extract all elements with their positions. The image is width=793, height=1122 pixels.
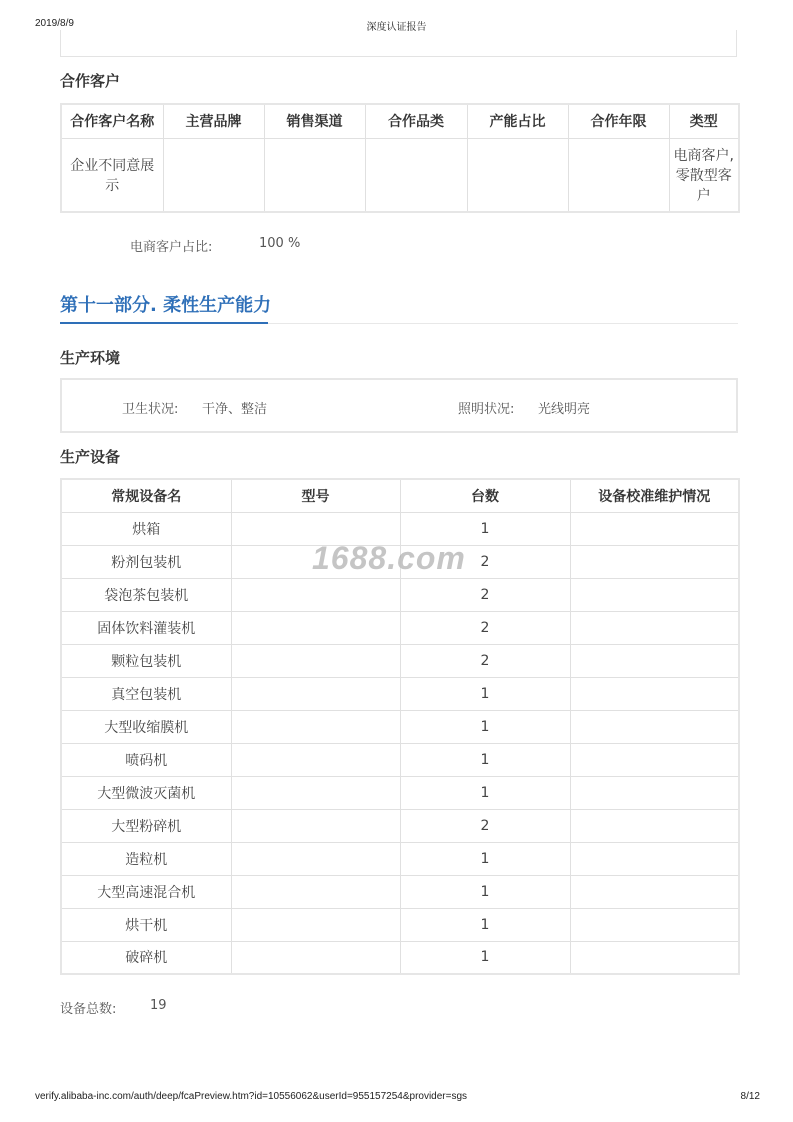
column-header: 型号 — [231, 479, 400, 512]
table-cell: 2 — [400, 545, 570, 578]
column-header: 主营品牌 — [163, 104, 264, 138]
table-cell — [570, 611, 739, 644]
table-cell: 大型微波灭菌机 — [61, 776, 231, 809]
table-row — [61, 842, 739, 875]
table-cell — [570, 512, 739, 545]
table-cell: 2 — [400, 644, 570, 677]
table-cell — [231, 809, 400, 842]
print-url: verify.alibaba-inc.com/auth/deep/fcaPreview.htm?id=10556062&userId=955157254&provider=sgs — [35, 1091, 468, 1102]
table-cell — [570, 908, 739, 941]
table-cell — [231, 710, 400, 743]
print-title: 深度认证报告 — [366, 22, 427, 33]
table-cell: 1 — [400, 677, 570, 710]
customers-heading: 合作客户 — [60, 72, 121, 90]
table-cell: 企业不同意展示 — [61, 138, 163, 212]
table-cell: 破碎机 — [61, 941, 231, 974]
table-cell — [231, 743, 400, 776]
column-header: 台数 — [400, 479, 570, 512]
table-row — [61, 611, 739, 644]
table-cell: 烘干机 — [61, 908, 231, 941]
table-cell: 1 — [400, 776, 570, 809]
column-header: 设备校准维护情况 — [570, 479, 739, 512]
table-cell — [231, 776, 400, 809]
table-cell — [231, 644, 400, 677]
table-row — [61, 677, 739, 710]
table-row — [61, 941, 739, 974]
table-row — [61, 809, 739, 842]
column-header: 类型 — [669, 104, 739, 138]
section-title: 第十一部分. 柔性生产能力 — [60, 295, 272, 316]
print-page-number: 8/12 — [740, 1091, 760, 1102]
table-cell — [570, 743, 739, 776]
column-header: 常规设备名 — [61, 479, 231, 512]
table-cell — [231, 875, 400, 908]
column-header: 合作年限 — [568, 104, 669, 138]
table-cell — [570, 578, 739, 611]
lighting-value: 光线明亮 — [538, 402, 591, 417]
table-cell: 1 — [400, 743, 570, 776]
table-row — [61, 743, 739, 776]
section-divider-accent — [60, 322, 268, 324]
table-cell: 2 — [400, 578, 570, 611]
table-row — [61, 644, 739, 677]
column-header: 合作客户名称 — [61, 104, 163, 138]
table-cell — [568, 138, 669, 212]
table-row — [61, 875, 739, 908]
hygiene-value: 干净、整洁 — [202, 402, 268, 417]
table-cell — [570, 677, 739, 710]
table-cell: 2 — [400, 809, 570, 842]
table-row — [61, 138, 739, 212]
equipment-total-label: 设备总数: — [60, 1002, 117, 1017]
table-cell: 1 — [400, 842, 570, 875]
hygiene-label: 卫生状况: — [122, 402, 179, 417]
table-cell — [231, 842, 400, 875]
table-cell — [231, 578, 400, 611]
table-cell — [570, 545, 739, 578]
table-cell: 颗粒包装机 — [61, 644, 231, 677]
print-date: 2019/8/9 — [35, 18, 74, 29]
table-cell — [264, 138, 365, 212]
table-cell — [570, 710, 739, 743]
table-cell: 喷码机 — [61, 743, 231, 776]
column-header: 合作品类 — [365, 104, 467, 138]
equipment-heading: 生产设备 — [60, 448, 121, 466]
previous-section-box — [60, 30, 737, 57]
table-cell: 1 — [400, 941, 570, 974]
table-cell: 固体饮料灌装机 — [61, 611, 231, 644]
column-header: 销售渠道 — [264, 104, 365, 138]
table-cell: 1 — [400, 875, 570, 908]
table-cell — [570, 809, 739, 842]
table-cell — [231, 941, 400, 974]
table-cell: 造粒机 — [61, 842, 231, 875]
ecommerce-ratio-value: 100 % — [259, 236, 301, 251]
table-row — [61, 908, 739, 941]
table-cell: 真空包装机 — [61, 677, 231, 710]
print-footer — [0, 1091, 793, 1105]
table-cell: 大型高速混合机 — [61, 875, 231, 908]
table-cell: 1 — [400, 710, 570, 743]
table-cell: 粉剂包装机 — [61, 545, 231, 578]
customers-table — [60, 103, 740, 213]
table-cell: 烘箱 — [61, 512, 231, 545]
watermark: 1688.com — [312, 540, 466, 576]
environment-box — [60, 378, 738, 433]
table-cell: 1 — [400, 512, 570, 545]
column-header: 产能占比 — [467, 104, 568, 138]
table-cell: 袋泡茶包装机 — [61, 578, 231, 611]
table-cell: 电商客户,零散型客户 — [669, 138, 739, 212]
table-cell — [163, 138, 264, 212]
table-cell — [467, 138, 568, 212]
environment-heading: 生产环境 — [60, 349, 121, 367]
table-row — [61, 710, 739, 743]
table-cell — [231, 677, 400, 710]
table-cell — [231, 611, 400, 644]
table-cell — [231, 908, 400, 941]
table-cell: 2 — [400, 611, 570, 644]
table-cell — [570, 644, 739, 677]
table-cell — [570, 776, 739, 809]
table-row — [61, 578, 739, 611]
table-cell — [365, 138, 467, 212]
ecommerce-ratio-label: 电商客户占比: — [130, 240, 213, 255]
table-cell: 大型粉碎机 — [61, 809, 231, 842]
equipment-total-value: 19 — [150, 998, 167, 1013]
table-cell — [570, 842, 739, 875]
lighting-label: 照明状况: — [458, 402, 515, 417]
table-cell — [570, 875, 739, 908]
table-cell: 1 — [400, 908, 570, 941]
table-row — [61, 776, 739, 809]
table-cell — [570, 941, 739, 974]
table-cell: 大型收缩膜机 — [61, 710, 231, 743]
